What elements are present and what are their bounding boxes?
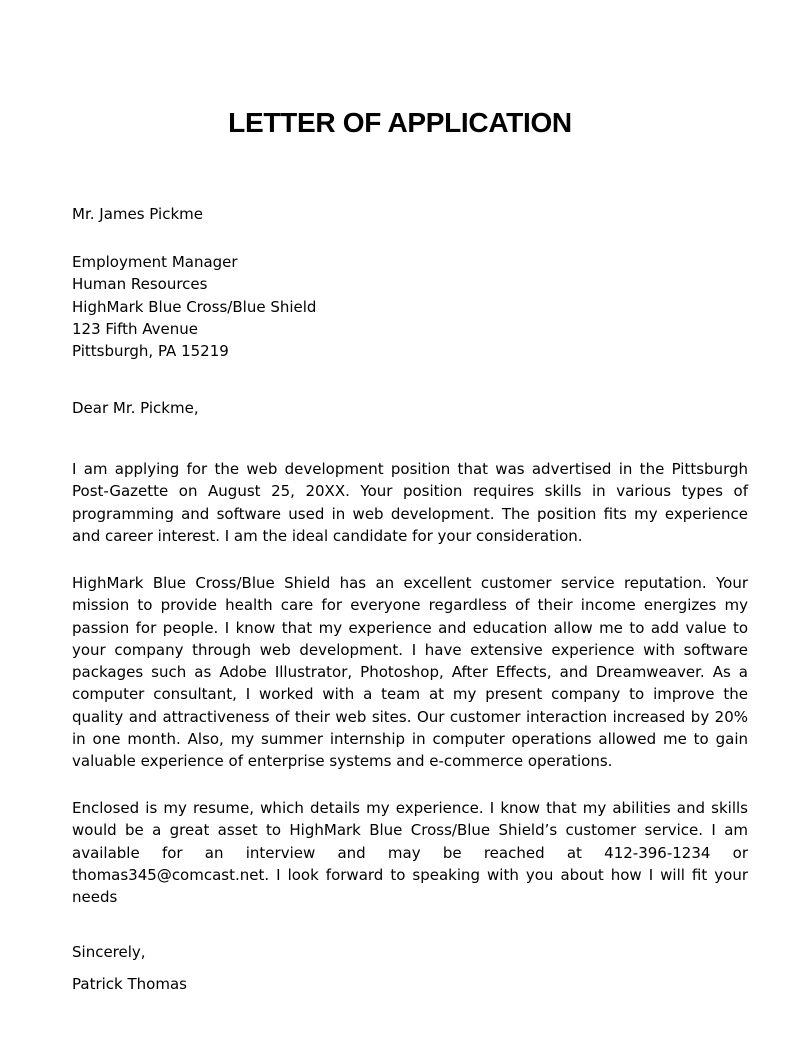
salutation: Dear Mr. Pickme, [72,399,199,417]
recipient-name: Mr. James Pickme [72,205,203,223]
address-line-street: 123 Fifth Avenue [72,319,199,338]
closing: Sincerely, [72,943,146,961]
body-paragraph-3: Enclosed is my resume, which details my experience. I know that my abilities and skills would be a great asset to HighMark Blue Cross/Blue Shield’s customer service. I am available for an interview and may be reached at 412-396-1234 or thomas345@comcast.net. I look forward to speaking with you about how I will fit your needs [72,799,748,907]
signature-name: Patrick Thomas [72,975,187,993]
address-line-city: Pittsburgh, PA 15219 [72,342,229,361]
body-paragraph-2: HighMark Blue Cross/Blue Shield has an excellent customer service reputation. Your mission to provide health care for everyone regardless of their income energizes my passion for people. I know that my experience and education allow me to add value to your company through web development. I have extensive experience with software packages such as Adobe Illustrator, Photoshop, After Effects, and Dreamweaver. As a computer consultant, I worked with a team at my present company to improve the quality and attractiveness of their web sites. Our customer interaction increased by 20% in one month. Also, my summer internship in computer operations allowed me to gain valuable experience of enterprise systems and e-commerce operations. [72,574,748,771]
address-line-title: Employment Manager [72,253,238,271]
address-line-department: Human Resources [72,275,208,294]
address-line-company: HighMark Blue Cross/Blue Shield [72,297,317,316]
recipient-address [72,251,748,362]
page-title: LETTER OF APPLICATION [228,107,572,138]
body-paragraph-1: I am applying for the web development position that was advertised in the Pittsburgh Post-Gazette on August 25, 20XX. Your position requires skills in various types of programming and software used in web development. The position fits my experience and career interest. I am the ideal candidate for your consideration. [72,460,748,545]
